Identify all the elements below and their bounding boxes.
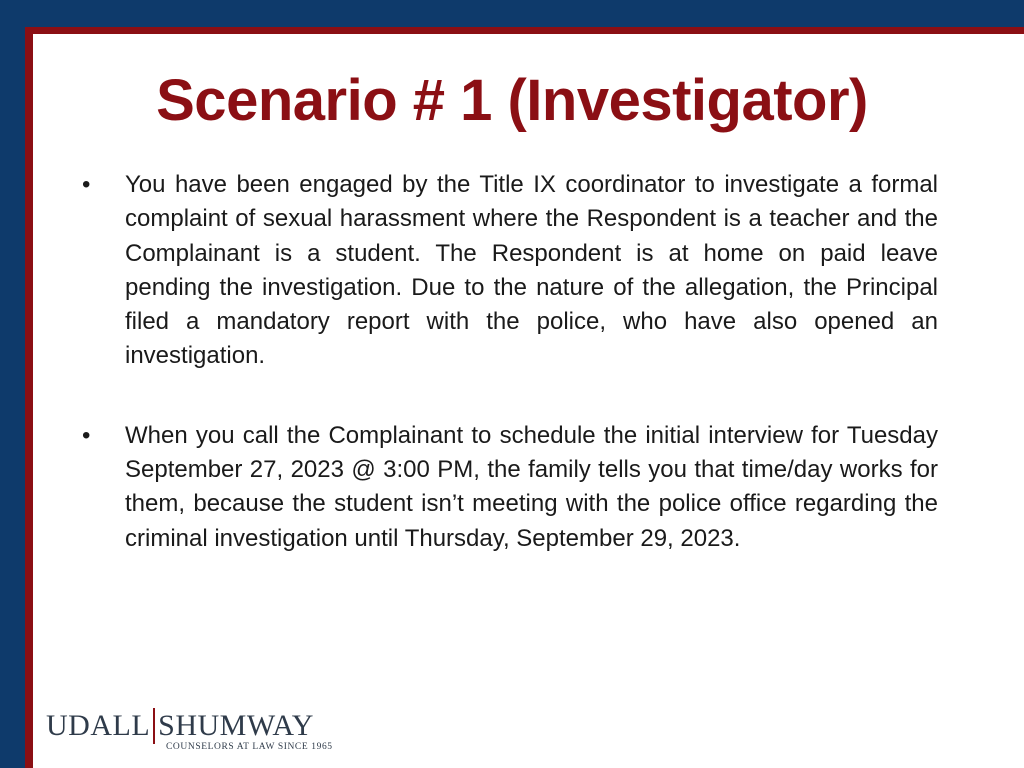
logo-word-right: SHUMWAY bbox=[158, 709, 314, 742]
bullet-text: When you call the Complainant to schedule the initial interview for Tuesday September 27, 2023 @ 3:00 PM, the family tells you that time/day works for them, because the student isn’t meeting with the police office regarding the criminal investigation until Thursday, September 29, 2023. bbox=[125, 421, 938, 552]
bullet-item bbox=[82, 168, 938, 374]
bullet-dot-icon: • bbox=[82, 171, 91, 198]
bullet-item bbox=[82, 419, 938, 556]
top-border-navy bbox=[0, 0, 1024, 27]
left-border-maroon bbox=[25, 27, 33, 768]
bullet-list bbox=[82, 168, 938, 556]
logo-wordmark bbox=[46, 706, 314, 746]
top-border-maroon bbox=[25, 27, 1024, 34]
bullet-dot-icon: • bbox=[82, 421, 91, 449]
slide-title: Scenario # 1 (Investigator) bbox=[156, 68, 868, 133]
logo-tagline: COUNSELORS AT LAW SINCE 1965 bbox=[166, 742, 333, 752]
logo-separator bbox=[153, 708, 155, 744]
bullet-text: You have been engaged by the Title IX coordinator to investigate a formal complaint of sexual harassment where the Respondent is a teacher and the Complainant is a student. The Respondent is at home on paid leave pending the investigation. Due to the nature of the allegation, the Principal filed a mandatory report with the police, who have also opened an investigation. bbox=[125, 171, 938, 370]
udall-shumway-logo bbox=[46, 706, 333, 756]
left-border-navy bbox=[0, 0, 25, 768]
logo-word-left: UDALL bbox=[46, 709, 151, 742]
